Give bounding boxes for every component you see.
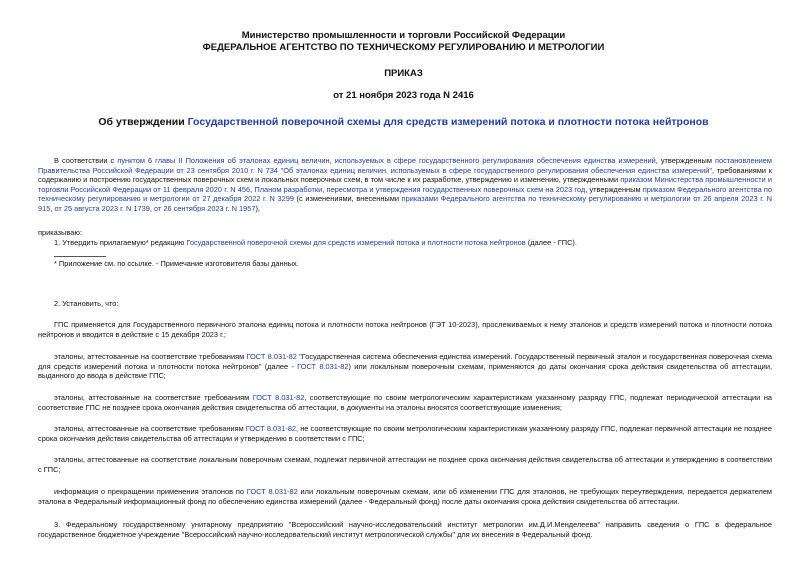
preamble-paragraph <box>38 156 772 214</box>
preamble-text-2: , утвержденным <box>655 156 715 165</box>
item-1-text-1: 1. Утвердить прилагаемую* редакцию <box>54 238 187 247</box>
paragraph-standards-4: эталоны, аттестованные на соответствие локальным поверочным схемам, подлежат первичной аттестации не позднее срока окончания действия свидетельства об аттестации и утверждению в соответствии с ГПС; <box>38 455 772 474</box>
paragraph-standards-1 <box>38 352 772 381</box>
link-order-1739[interactable]: от 25 августа 2023 г. N 1739 <box>54 203 150 213</box>
footnote-separator <box>54 256 106 257</box>
item-2: 2. Установить, что: <box>54 299 119 308</box>
paragraph-standards-2 <box>38 393 772 412</box>
standards-1-text-2: "Государственная система обеспечения единства измерений. Государственный первичный эталон и государственная поверочная схема для средств измерений потока и плотности потока нейтронов" (далее - <box>38 352 773 371</box>
paragraph-information <box>38 487 772 506</box>
link-gost-8-031-82-a[interactable]: ГОСТ 8.031-82 <box>246 352 297 361</box>
title-prefix: Об утверждении <box>98 116 188 128</box>
preamble-text-1: В соответствии с <box>54 156 118 165</box>
document-title <box>0 116 807 128</box>
information-text-2: или локальным поверочным схемам, или об изменении ГПС для эталонов, не требующих переутверждения, передается держателем эталона в Федеральный информационный фонд по обеспечению единства измерений (далее - Федеральный фонд) после даты окончания срока действия свидетельства об аттестации. <box>38 487 773 506</box>
standards-2-text-1: эталоны, аттестованные на соответствие требованиям <box>54 393 253 402</box>
preamble-text-6: (с изменениями, внесенными <box>293 194 402 204</box>
standards-3-text-1: эталоны, аттестованные на соответствие требованиям <box>54 424 246 433</box>
preamble-text-4: , <box>250 184 255 194</box>
item-1-text-2: (далее - ГПС). <box>525 238 577 247</box>
document-type: ПРИКАЗ <box>384 68 423 79</box>
link-agency-order-3299[interactable]: приказом Федерального агентства по техническому регулированию и метрологии от 27 декабря 2022 г. N 3299 <box>38 184 772 204</box>
link-government-decree[interactable]: постановлением Правительства Российской Федерации от 23 сентября 2010 г. N 734 "Об эталонах единиц величин, используемых в сфере государственного регулирования обеспечения единства измерений" <box>38 156 772 175</box>
footnote: * Приложение см. по ссылке. - Примечание изготовителя базы данных. <box>54 259 299 268</box>
link-gost-8-031-82-d[interactable]: ГОСТ 8.031-82 <box>245 424 297 433</box>
link-regulation-point[interactable]: пунктом 6 главы II Положения об эталонах единиц величин, используемых в сфере государственного регулирования обеспечения единства измерений <box>117 156 656 165</box>
agency-name: ФЕДЕРАЛЬНОЕ АГЕНТСТВО ПО ТЕХНИЧЕСКОМУ РЕГУЛИРОВАНИЮ И МЕТРОЛОГИИ <box>202 42 605 53</box>
orders-line: приказываю: <box>38 228 82 237</box>
preamble-text-7: , <box>50 203 55 213</box>
link-agency-orders-915[interactable]: приказами Федерального агентства по техническому регулированию и метрологии от 26 апреля 2023 г. N 915 <box>38 194 773 213</box>
preamble-text-3: , требованиями к содержанию и построению государственных поверочных схем и локальных поверочных схем, в том числе к их разработке, утверждению и изменению, утвержденными <box>38 165 772 185</box>
link-gost-8-031-82-e[interactable]: ГОСТ 8.031-82 <box>246 487 298 496</box>
standards-3-text-2: , не соответствующие по своим метрологическим характеристикам указанному разряду ГПС, подлежат первичной аттестации не позднее срока окончания действия свидетельства об аттестации и утверждению в соответствии с ГПС; <box>38 424 772 443</box>
paragraph-standards-3 <box>38 424 772 443</box>
item-1 <box>38 238 772 248</box>
standards-2-text-2: , соответствующие по своим метрологическим характеристикам указанному разряду ГПС, подлежат периодической аттестации на соответствие ГПС не позднее срока окончания действия свидетельства об аттестации, в документы на эталоны вносятся соответствующие изменения; <box>38 393 773 412</box>
link-order-1957[interactable]: от 26 сентября 2023 г. N 1957 <box>153 203 256 213</box>
standards-1-text-3: ) или локальным поверочным схемам, применяются до даты окончания срока действия свидетельства об аттестации, выданного до ввода в действие ГПС; <box>38 361 772 381</box>
preamble-text-8: , <box>149 203 154 213</box>
preamble-text-9: ), <box>255 203 260 213</box>
link-gost-8-031-82-b[interactable]: ГОСТ 8.031-82 <box>297 361 349 371</box>
information-text-1: информация о прекращении применения эталонов по <box>54 487 247 496</box>
link-ministry-order[interactable]: приказом Министерства промышленности и торговли Российской Федерации от 11 февраля 2020 г. N 456 <box>38 175 772 194</box>
document-date-number: от 21 ноября 2023 года N 2416 <box>333 90 474 101</box>
item-3: 3. Федеральному государственному унитарному предприятию "Всероссийский научно-исследовательский институт метрологии им.Д.И.Менделеева" направить сведения о ГПС в федеральное государственное бюджетное учреждение "Всероссийский научно-исследовательский институт метрологической службы" для их внесения в Федеральный фонд. <box>38 520 772 539</box>
preamble-text-5: , утвержденным <box>585 184 643 194</box>
link-gost-8-031-82-c[interactable]: ГОСТ 8.031-82 <box>252 393 305 402</box>
link-development-plan[interactable]: Планом разработки, пересмотра и утверждения государственных поверочных схем на 2023 год <box>254 184 586 194</box>
title-link[interactable]: Государственной поверочной схемы для средств измерений потока и плотности потока нейтронов <box>187 116 709 128</box>
standards-1-text-1: эталоны, аттестованные на соответствие требованиям <box>54 352 247 361</box>
paragraph-gps-scope: ГПС применяется для Государственного первичного эталона единиц потока и плотности потока нейтронов (ГЭТ 10-2023), прослеживаемых к нему эталонов и средств измерений потока и плотности потока нейтронов и вводится в действие с 15 декабря 2023 г.; <box>38 320 772 339</box>
ministry-name: Министерство промышленности и торговли Российской Федерации <box>241 30 566 41</box>
link-gps-scheme[interactable]: Государственной поверочной схемы для средств измерений потока и плотности потока нейтронов <box>186 238 526 247</box>
